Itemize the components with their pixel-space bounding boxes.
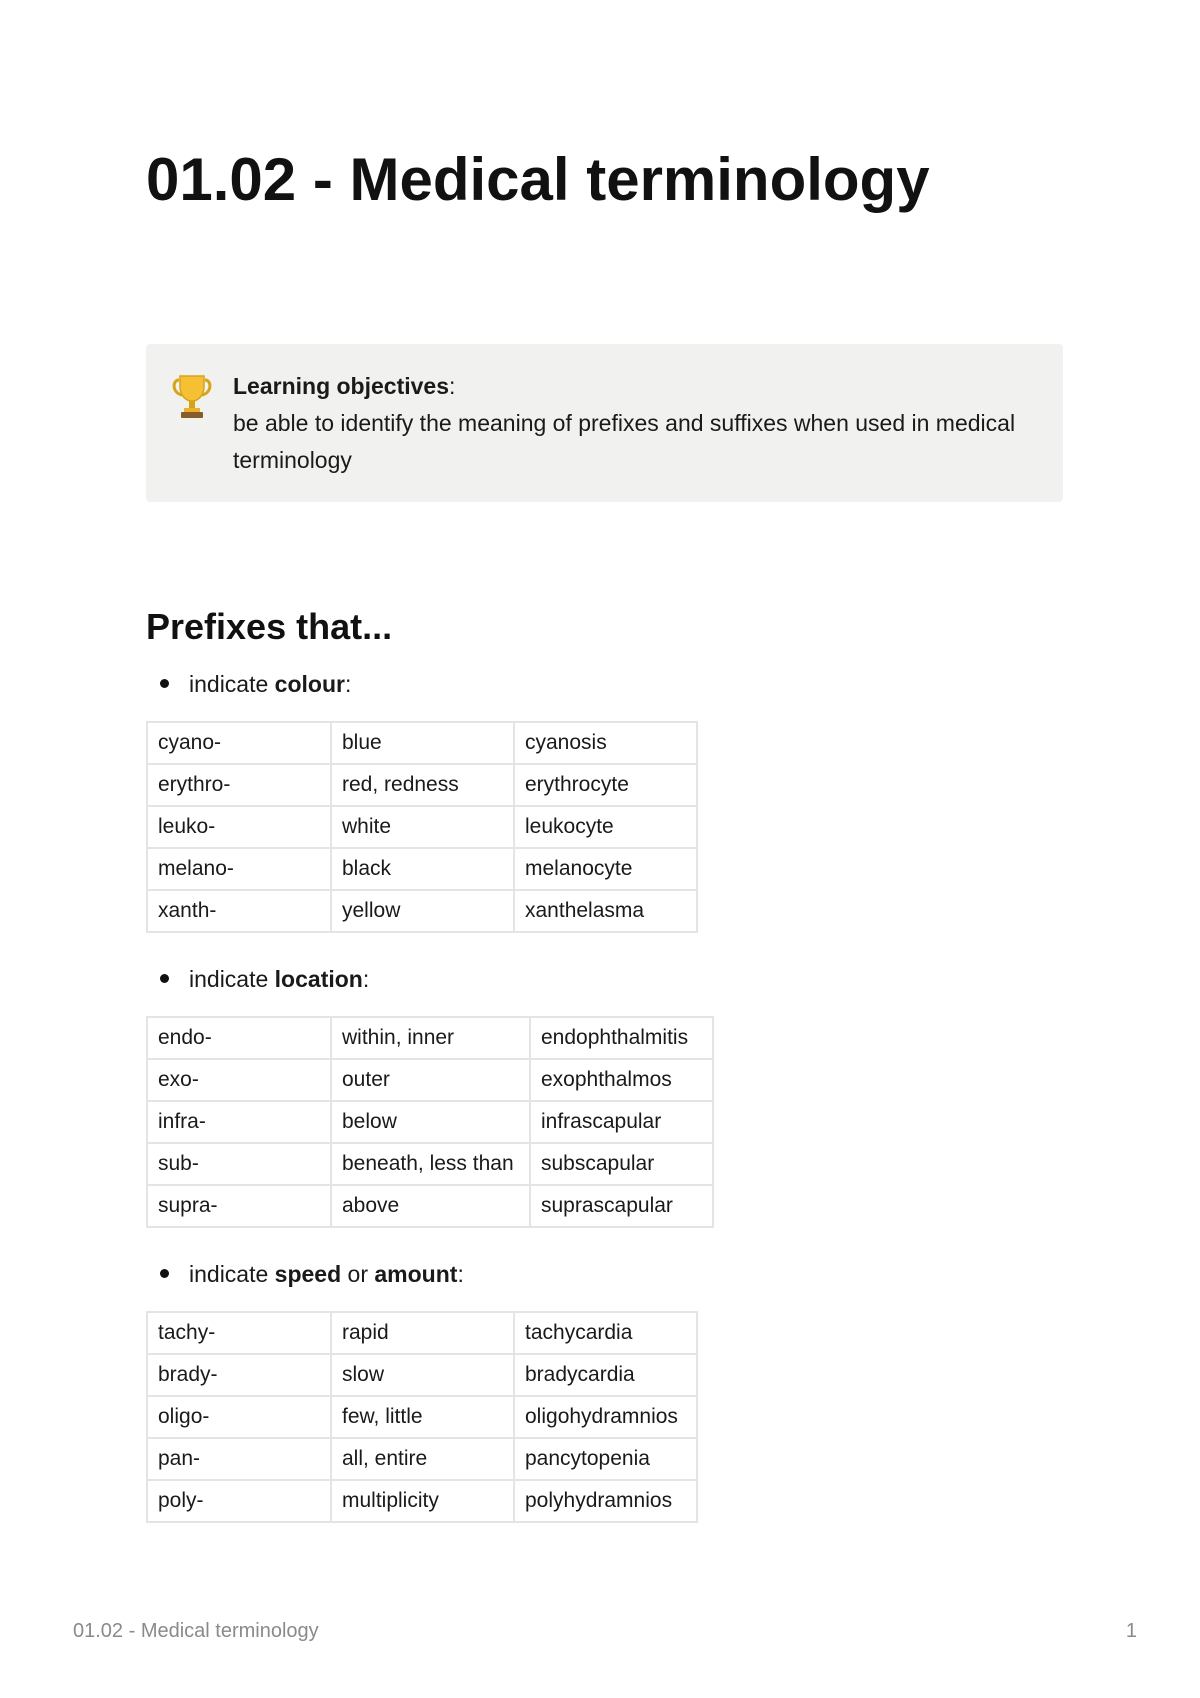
table-cell-prefix: brady-	[147, 1354, 331, 1396]
table-cell-prefix: leuko-	[147, 806, 331, 848]
table-cell-example: endophthalmitis	[530, 1017, 713, 1059]
table-cell-meaning: few, little	[331, 1396, 514, 1438]
table-cell-meaning: black	[331, 848, 514, 890]
bullet-item	[160, 669, 351, 699]
table-row	[147, 1354, 697, 1396]
table-cell-example: exophthalmos	[530, 1059, 713, 1101]
table-cell-prefix: pan-	[147, 1438, 331, 1480]
table-row	[147, 1059, 713, 1101]
table-cell-prefix: tachy-	[147, 1312, 331, 1354]
bullet-dot-icon	[160, 679, 169, 688]
table-cell-meaning: yellow	[331, 890, 514, 932]
callout-body	[233, 368, 1023, 479]
table-row	[147, 722, 697, 764]
table-cell-example: pancytopenia	[514, 1438, 697, 1480]
table-cell-example: tachycardia	[514, 1312, 697, 1354]
table-cell-meaning: below	[331, 1101, 530, 1143]
table-cell-meaning: within, inner	[331, 1017, 530, 1059]
callout-text: be able to identify the meaning of prefixes and suffixes when used in medical terminology	[233, 410, 1016, 473]
table-cell-prefix: oligo-	[147, 1396, 331, 1438]
table-cell-prefix: supra-	[147, 1185, 331, 1227]
bullet-prefix: indicate	[189, 671, 275, 697]
table-cell-prefix: cyano-	[147, 722, 331, 764]
bullet-dot-icon	[160, 974, 169, 983]
table-cell-prefix: endo-	[147, 1017, 331, 1059]
trophy-icon	[172, 374, 212, 420]
callout-label: Learning objectives	[233, 373, 450, 399]
bullet-keyword: speed	[274, 1261, 342, 1287]
table-cell-prefix: melano-	[147, 848, 331, 890]
table-cell-example: xanthelasma	[514, 890, 697, 932]
bullet-middle: or	[341, 1261, 375, 1287]
table-row	[147, 1143, 713, 1185]
table-cell-meaning: multiplicity	[331, 1480, 514, 1522]
table-cell-example: subscapular	[530, 1143, 713, 1185]
table-cell-meaning: rapid	[331, 1312, 514, 1354]
table-cell-prefix: xanth-	[147, 890, 331, 932]
table-row	[147, 764, 697, 806]
table-row	[147, 1312, 697, 1354]
bullet-suffix: :	[457, 1261, 464, 1287]
table-cell-example: bradycardia	[514, 1354, 697, 1396]
table-row	[147, 1480, 697, 1522]
table-cell-prefix: sub-	[147, 1143, 331, 1185]
prefix-table-colour	[146, 721, 698, 933]
table-cell-meaning: beneath, less than	[331, 1143, 530, 1185]
table-row	[147, 890, 697, 932]
bullet-prefix: indicate	[189, 1261, 275, 1287]
table-row	[147, 1185, 713, 1227]
table-cell-meaning: slow	[331, 1354, 514, 1396]
learning-objectives-callout	[146, 344, 1063, 502]
callout-heading	[233, 368, 1023, 405]
bullet-suffix: :	[344, 671, 352, 697]
bullet-item	[160, 964, 369, 994]
table-cell-meaning: above	[331, 1185, 530, 1227]
table-cell-meaning: outer	[331, 1059, 530, 1101]
table-row	[147, 848, 697, 890]
table-cell-prefix: infra-	[147, 1101, 331, 1143]
table-row	[147, 1101, 713, 1143]
prefix-table-speed-amount	[146, 1311, 698, 1523]
table-row	[147, 1438, 697, 1480]
table-cell-meaning: white	[331, 806, 514, 848]
table-cell-example: leukocyte	[514, 806, 697, 848]
table-cell-example: polyhydramnios	[514, 1480, 697, 1522]
bullet-prefix: indicate	[189, 966, 275, 992]
table-cell-example: infrascapular	[530, 1101, 713, 1143]
table-row	[147, 806, 697, 848]
bullet-keyword: amount	[374, 1261, 458, 1287]
table-cell-meaning: all, entire	[331, 1438, 514, 1480]
table-cell-prefix: poly-	[147, 1480, 331, 1522]
bullet-keyword: colour	[274, 671, 345, 697]
bullet-item	[160, 1259, 464, 1289]
table-cell-example: erythrocyte	[514, 764, 697, 806]
footer-title: 01.02 - Medical terminology	[73, 1620, 319, 1642]
table-cell-example: melanocyte	[514, 848, 697, 890]
bullet-dot-icon	[160, 1269, 169, 1278]
bullet-suffix: :	[362, 966, 370, 992]
table-cell-example: cyanosis	[514, 722, 697, 764]
bullet-keyword: location	[274, 966, 363, 992]
table-cell-example: suprascapular	[530, 1185, 713, 1227]
table-cell-meaning: red, redness	[331, 764, 514, 806]
table-cell-prefix: erythro-	[147, 764, 331, 806]
table-row	[147, 1017, 713, 1059]
section-heading: Prefixes that...	[146, 606, 393, 647]
page-number: 1	[1125, 1620, 1137, 1642]
table-row	[147, 1396, 697, 1438]
callout-label-colon: :	[449, 373, 456, 399]
table-cell-meaning: blue	[331, 722, 514, 764]
page-title: 01.02 - Medical terminology	[146, 146, 930, 213]
table-cell-prefix: exo-	[147, 1059, 331, 1101]
prefix-table-location	[146, 1016, 714, 1228]
table-cell-example: oligohydramnios	[514, 1396, 697, 1438]
